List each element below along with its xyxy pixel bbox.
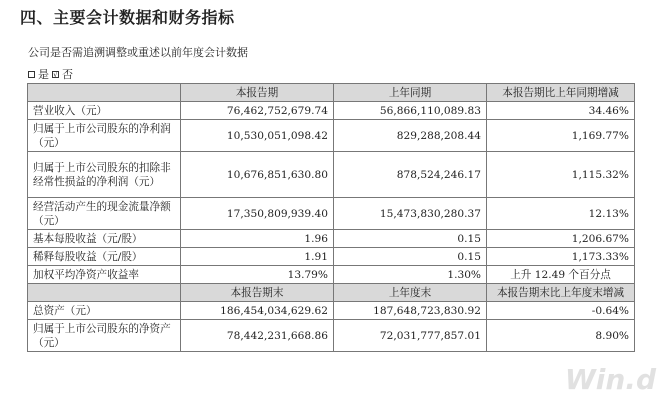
previous-value: 72,031,777,857.01 xyxy=(334,320,487,352)
header-cell: 上年度末 xyxy=(334,284,487,302)
section-heading: 四、主要会计数据和财务指标 xyxy=(20,8,235,27)
change-value: 1,169.77% xyxy=(487,120,635,152)
previous-value: 187,648,723,830.92 xyxy=(334,302,487,320)
table-row xyxy=(28,320,635,352)
change-value: 1,115.32% xyxy=(487,152,635,198)
table-row xyxy=(28,230,635,248)
restatement-question: 公司是否需追溯调整或重述以前年度会计数据 xyxy=(28,46,248,59)
restatement-answer xyxy=(28,66,73,82)
previous-value: 56,866,110,089.83 xyxy=(334,102,487,120)
no-checkbox-checked: √ xyxy=(53,70,58,79)
current-value: 186,454,034,629.62 xyxy=(181,302,334,320)
table-row xyxy=(28,248,635,266)
watermark: Win.d xyxy=(564,363,656,396)
change-value: -0.64% xyxy=(487,302,635,320)
current-value: 1.96 xyxy=(181,230,334,248)
current-value: 78,442,231,668.86 xyxy=(181,320,334,352)
table-row xyxy=(28,302,635,320)
table-row xyxy=(28,120,635,152)
table-row xyxy=(28,152,635,198)
table-row xyxy=(28,198,635,230)
header-row-period-end xyxy=(28,284,635,302)
previous-value: 1.30% xyxy=(334,266,487,284)
yes-checkbox xyxy=(28,71,35,78)
change-value: 1,206.67% xyxy=(487,230,635,248)
row-label: 总资产（元） xyxy=(28,302,181,320)
current-value: 13.79% xyxy=(181,266,334,284)
previous-value: 878,524,246.17 xyxy=(334,152,487,198)
current-value: 1.91 xyxy=(181,248,334,266)
change-value: 1,173.33% xyxy=(487,248,635,266)
header-cell: 本报告期比上年同期增减 xyxy=(487,84,635,102)
header-cell xyxy=(28,284,181,302)
header-cell: 本报告期末 xyxy=(181,284,334,302)
header-cell xyxy=(28,84,181,102)
row-label: 归属于上市公司股东的净利润（元） xyxy=(28,120,181,152)
previous-value: 0.15 xyxy=(334,248,487,266)
change-value: 上升 12.49 个百分点 xyxy=(487,266,635,284)
yes-label: 是 xyxy=(38,68,49,81)
row-label: 归属于上市公司股东的净资产（元） xyxy=(28,320,181,352)
previous-value: 15,473,830,280.37 xyxy=(334,198,487,230)
financial-indicators-table xyxy=(27,83,635,352)
current-value: 76,462,752,679.74 xyxy=(181,102,334,120)
previous-value: 0.15 xyxy=(334,230,487,248)
row-label: 归属于上市公司股东的扣除非经常性损益的净利润（元） xyxy=(28,152,181,198)
table-row xyxy=(28,266,635,284)
no-label: 否 xyxy=(62,68,73,81)
row-label: 经营活动产生的现金流量净额（元） xyxy=(28,198,181,230)
header-cell: 上年同期 xyxy=(334,84,487,102)
table-row xyxy=(28,102,635,120)
current-value: 17,350,809,939.40 xyxy=(181,198,334,230)
row-label: 稀释每股收益（元/股） xyxy=(28,248,181,266)
row-label: 营业收入（元） xyxy=(28,102,181,120)
row-label: 基本每股收益（元/股） xyxy=(28,230,181,248)
previous-value: 829,288,208.44 xyxy=(334,120,487,152)
row-label: 加权平均净资产收益率 xyxy=(28,266,181,284)
current-value: 10,676,851,630.80 xyxy=(181,152,334,198)
header-cell: 本报告期末比上年度末增减 xyxy=(487,284,635,302)
header-row-period xyxy=(28,84,635,102)
header-cell: 本报告期 xyxy=(181,84,334,102)
change-value: 8.90% xyxy=(487,320,635,352)
current-value: 10,530,051,098.42 xyxy=(181,120,334,152)
change-value: 12.13% xyxy=(487,198,635,230)
change-value: 34.46% xyxy=(487,102,635,120)
